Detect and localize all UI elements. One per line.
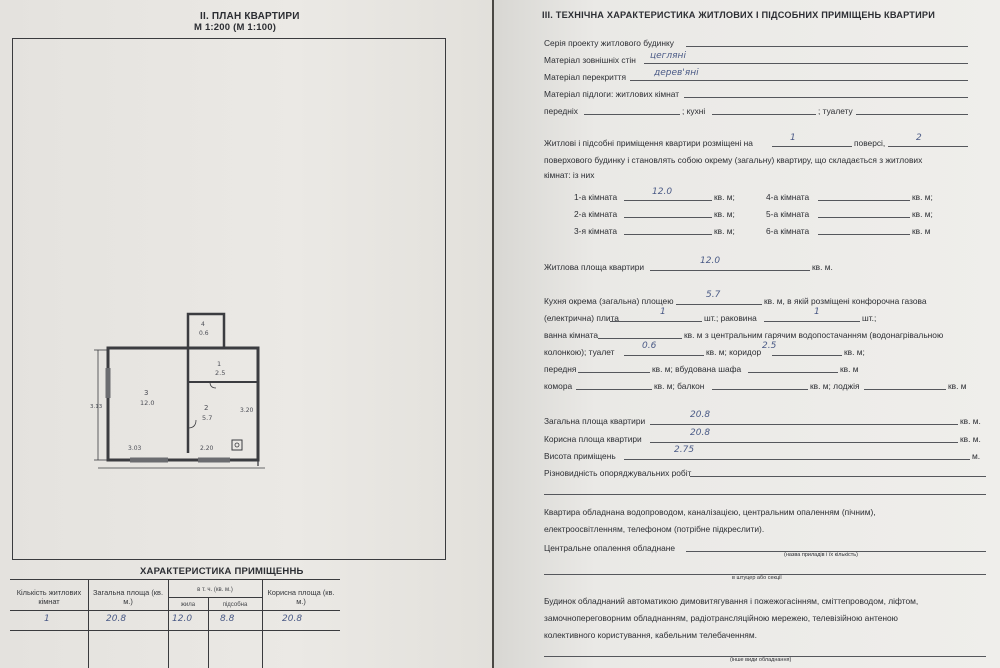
col-rooms: Кількість житлових кімнат [16, 588, 82, 606]
room3-unit: кв. м; [714, 226, 735, 236]
plan-scale: М 1:200 (М 1:100) [194, 22, 277, 33]
value-corridor: 2.5 [762, 341, 777, 351]
plan-title: II. ПЛАН КВАРТИРИ [200, 11, 300, 22]
room6-label: 6-а кімната [766, 226, 810, 236]
value-height: 2.75 [674, 445, 695, 455]
room1-label: 1-а кімната [574, 192, 618, 202]
note-other: (інше види обладнання) [730, 657, 792, 663]
label-total: Загальна площа квартири [544, 416, 646, 426]
label-house2: замочнопереговорним обладнанням, радіотрансляційною мережею, телевізійною антеною [544, 613, 898, 623]
value-useful: 20.8 [690, 428, 711, 438]
room4-unit: кв. м; [912, 192, 933, 202]
label-house: Будинок обладнаний автоматикою димовитягування і пожежогасінням, сміттепроводом, ліфтом, [544, 596, 919, 606]
room2-area: 5.7 [202, 414, 213, 422]
label-equipped: Квартира обладнана водопроводом, каналізацією, центральним опаленням (пічним), [544, 507, 876, 517]
label-kitchen-rest: кв. м, в якій розміщені конфорочна газова [764, 296, 927, 306]
unit-wardrobe: кв. м [840, 364, 859, 374]
label-flooring: Матеріал підлоги: житлових кімнат [544, 89, 680, 99]
label-rooms-of: кімнат: із них [544, 170, 595, 180]
label-sink: шт.; раковина [704, 313, 757, 323]
label-hall: передніх [544, 106, 578, 116]
unit-useful: кв. м. [960, 434, 981, 444]
unit-loggia: кв. м [948, 381, 967, 391]
label-walls: Матеріал зовнішніх стін [544, 55, 636, 65]
val-aux: 8.8 [220, 614, 235, 624]
room5-unit: кв. м; [912, 209, 933, 219]
room3-label: 3-я кімната [574, 226, 618, 236]
label-floor-word: поверсі, [854, 138, 886, 148]
value-walls: цегляні [650, 51, 686, 61]
note-heating: (назва приладів і їх кількість) [784, 552, 858, 558]
unit-total: кв. м. [960, 416, 981, 426]
room5-label: 5-а кімната [766, 209, 810, 219]
label-wardrobe: кв. м; вбудована шафа [652, 364, 742, 374]
label-pantry: комора [544, 381, 573, 391]
room3-area: 12.0 [140, 399, 155, 407]
col-incl: в т. ч. (кв. м.) [197, 587, 233, 593]
col-useful: Корисна площа (кв. м.) [267, 588, 335, 606]
value-kitchen-area: 5.7 [706, 290, 721, 300]
label-pcs: шт.; [862, 313, 877, 323]
val-useful: 20.8 [282, 614, 303, 624]
label-floors: Матеріал перекриття [544, 72, 627, 82]
label-equipped2: електроосвітленням, телефоном (потрібне підкреслити). [544, 524, 765, 534]
room2-label: 2-а кімната [574, 209, 618, 219]
value-toilet: 0.6 [642, 341, 657, 351]
label-balcony: кв. м; балкон [654, 381, 705, 391]
tech-title: III. ТЕХНІЧНА ХАРАКТЕРИСТИКА ЖИТЛОВИХ І ПІДСОБНИХ ПРИМІЩЕНЬ КВАРТИРИ [542, 10, 936, 20]
room6-unit: кв. м [912, 226, 931, 236]
room4-area: 0.6 [199, 330, 209, 337]
room2-number: 2 [204, 404, 209, 412]
dim-left: 3.13 [90, 404, 103, 410]
left-page [0, 0, 492, 668]
value-total: 20.8 [690, 410, 711, 420]
unit-corridor: кв. м; [844, 347, 865, 357]
room1-unit: кв. м; [714, 192, 735, 202]
val-rooms: 1 [44, 614, 50, 624]
unit-living-area: кв. м. [812, 262, 833, 272]
label-column: колонкою); туалет [544, 347, 615, 357]
label-corridor: кв. м; коридор [706, 347, 762, 357]
label-located: Житлові і підсобні приміщення квартири розміщені на [544, 138, 753, 148]
unit-height: м. [972, 451, 981, 461]
value-floors: дерев'яні [654, 68, 699, 78]
room1-value: 12.0 [652, 187, 673, 197]
label-consists: поверхового будинку і становлять собою окрему (загальну) квартиру, що складається з житлових [544, 155, 923, 165]
label-kitchen: ; кухні [682, 106, 706, 116]
note-where: в штуцер або секції [732, 575, 782, 581]
val-living: 12.0 [172, 614, 193, 624]
label-bath: ванна кімната [544, 330, 599, 340]
label-living-area: Житлова площа квартири [544, 262, 645, 272]
col-total: Загальна площа (кв. м.) [92, 588, 164, 606]
label-series: Серія проекту житлового будинку [544, 38, 674, 48]
label-kitchen-area: Кухня окрема (загальна) площею [544, 296, 674, 306]
characteristics-table [10, 579, 340, 668]
label-heating: Центральне опалення обладнане [544, 543, 676, 553]
right-page [494, 0, 1000, 668]
dim-bottom-left: 3.03 [128, 445, 142, 452]
col-living: жила [180, 602, 196, 608]
room1-area: 2.5 [215, 369, 226, 377]
table-title: ХАРАКТЕРИСТИКА ПРИМІЩЕННЬ [140, 566, 304, 577]
value-living-area: 12.0 [700, 256, 721, 266]
dim-mid: 3.20 [240, 407, 254, 414]
label-house3: колективного користування, кабельним телебаченням. [544, 630, 757, 640]
dim-bottom-right: 2.20 [200, 445, 214, 452]
label-stove: (електрична) плита [544, 313, 619, 323]
room4-label: 4-а кімната [766, 192, 810, 202]
label-level: Різновидність опоряджувальних робіт [544, 468, 692, 478]
val-total: 20.8 [106, 614, 127, 624]
label-toilet: ; туалету [818, 106, 853, 116]
room4-number: 4 [201, 321, 205, 328]
label-bath-rest: кв. м з центральним гарячим водопостачанням (водонагрівальною [684, 330, 944, 340]
label-height: Висота приміщень [544, 451, 616, 461]
room3-number: 3 [144, 389, 149, 397]
floor-plan-drawing [90, 288, 275, 473]
label-useful: Корисна площа квартири [544, 434, 642, 444]
value-sink: 1 [814, 307, 820, 317]
value-stove: 1 [660, 307, 666, 317]
room1-number: 1 [217, 360, 222, 368]
room2-unit: кв. м; [714, 209, 735, 219]
col-aux: підсобна [222, 602, 248, 608]
value-storeys: 2 [916, 133, 922, 143]
value-floor-no: 1 [790, 133, 796, 143]
label-loggia: кв. м; лоджія [810, 381, 860, 391]
label-front: передня [544, 364, 577, 374]
